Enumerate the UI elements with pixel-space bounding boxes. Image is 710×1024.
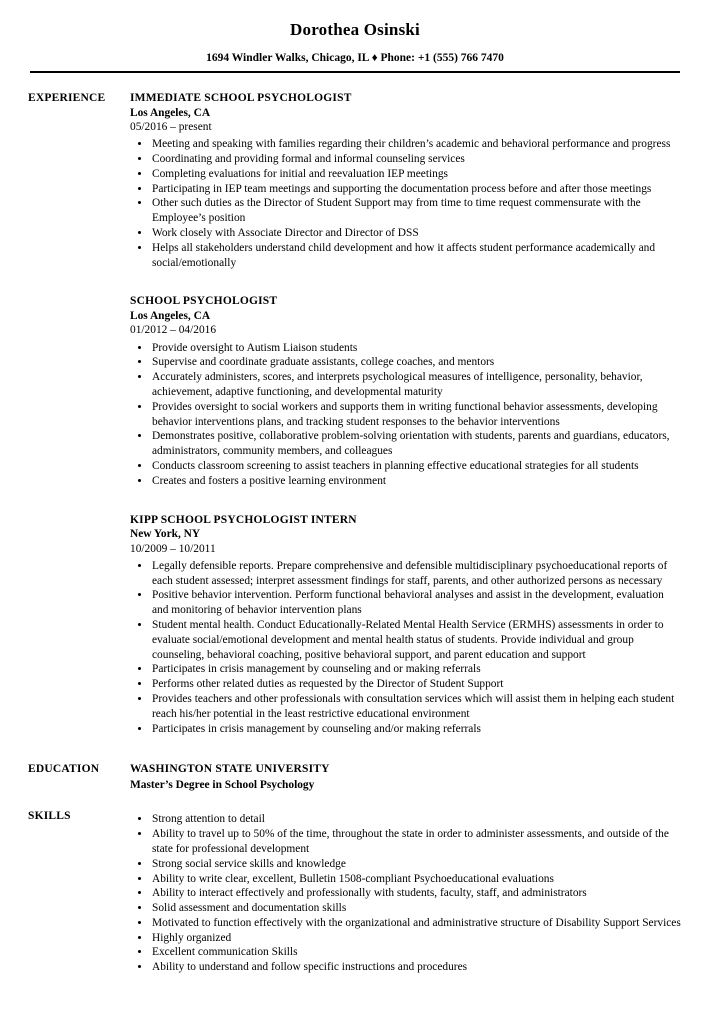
- job-location: New York, NY: [130, 528, 201, 541]
- skill-item: • Excellent communication Skills: [151, 945, 682, 960]
- job-location: Los Angeles, CA: [130, 106, 211, 119]
- job-bullet: • Work closely with Associate Director and Director of DSS: [151, 226, 682, 241]
- person-name: Dorothea Osinski: [290, 20, 420, 39]
- skill-item: • Solid assessment and documentation skills: [151, 901, 682, 916]
- skill-item: • Strong attention to detail: [151, 812, 682, 827]
- skill-item: • Ability to understand and follow specific instructions and procedures: [151, 960, 682, 975]
- job-bullet: • Meeting and speaking with families regarding their children’s academic and behavioral performance and progress: [151, 137, 682, 152]
- skills-list: [130, 812, 682, 975]
- job-entry: [130, 91, 682, 270]
- job-bullet: • Positive behavior intervention. Perform functional behavioral analyses and assist in the development, evaluation and monitoring of behavior intervention plans: [151, 588, 682, 618]
- job-bullet: • Conducts classroom screening to assist teachers in planning effective educational strategies for all students: [151, 459, 682, 474]
- job-entry: [130, 294, 682, 488]
- job-dates: 01/2012 – 04/2016: [130, 324, 217, 337]
- job-bullet: • Helps all stakeholders understand child development and how it affects student performance academically and social/emotionally: [151, 241, 682, 271]
- header-divider: [30, 71, 680, 73]
- job-title: SCHOOL PSYCHOLOGIST: [130, 295, 278, 308]
- job-bullet: • Supervise and coordinate graduate assistants, college coaches, and mentors: [151, 355, 682, 370]
- education-school: WASHINGTON STATE UNIVERSITY: [130, 763, 330, 776]
- skill-item: • Ability to interact effectively and professionally with students, faculty, staff, and administrators: [151, 886, 682, 901]
- education-degree: Master’s Degree in School Psychology: [130, 778, 315, 791]
- job-bullet: • Participating in IEP team meetings and supporting the documentation process before and after those meetings: [151, 182, 682, 197]
- job-bullet: • Provides teachers and other professionals with consultation services which will assist them in helping each student reach his/her potential in the least restrictive educational environment: [151, 692, 682, 722]
- job-bullet: • Coordinating and providing formal and informal counseling services: [151, 152, 682, 167]
- education-content: [130, 762, 682, 793]
- job-bullet: • Other such duties as the Director of Student Support may from time to time request commensurate with the Employee’s position: [151, 196, 682, 226]
- job-dates: 10/2009 – 10/2011: [130, 542, 216, 555]
- section-experience: [28, 91, 682, 736]
- job-location: Los Angeles, CA: [130, 310, 211, 323]
- section-skills: [28, 809, 682, 975]
- education-section-label: EDUCATION: [28, 763, 100, 776]
- job-bullet: • Creates and fosters a positive learning environment: [151, 474, 682, 489]
- skill-item: • Ability to write clear, excellent, Bulletin 1508-compliant Psychoeducational evaluations: [151, 872, 682, 887]
- job-bullet-list: [130, 137, 682, 270]
- job-bullet: • Demonstrates positive, collaborative problem-solving orientation with students, parents and guardians, educators, administrators, community members, and colleagues: [151, 429, 682, 459]
- experience-section-label: EXPERIENCE: [28, 92, 106, 104]
- job-bullet: • Performs other related duties as requested by the Director of Student Support: [151, 677, 682, 692]
- skills-content: [130, 809, 682, 975]
- skill-item: • Highly organized: [151, 931, 682, 946]
- job-bullet: • Completing evaluations for initial and reevaluation IEP meetings: [151, 167, 682, 182]
- experience-content: [130, 91, 682, 736]
- job-bullet: • Accurately administers, scores, and interprets psychological measures of intelligence, personality, behavior, achievement, adaptive functioning, and developmental maturity: [151, 370, 682, 400]
- resume-header: [28, 20, 682, 73]
- section-education: [28, 762, 682, 793]
- job-bullet-list: [130, 559, 682, 737]
- skill-item: • Motivated to function effectively with the organizational and administrative structure of Disability Support Services: [151, 916, 682, 931]
- job-bullet-list: [130, 341, 682, 489]
- job-title: IMMEDIATE SCHOOL PSYCHOLOGIST: [130, 92, 352, 104]
- job-bullet: • Legally defensible reports. Prepare comprehensive and defensible multidisciplinary psychoeducational reports of each student assessed; interpret assessment findings for staff, parents, and other authorized persons as necessary: [151, 559, 682, 589]
- job-dates: 05/2016 – present: [130, 121, 212, 133]
- skills-section-label: SKILLS: [28, 810, 71, 823]
- job-bullet: • Student mental health. Conduct Educationally-Related Mental Health Service (ERMHS) assessments in order to evaluate social/emotional development and mental health status of students. Provide individual and group counseling, behavioral coaching, positive behavioral support, and parent education and support: [151, 618, 682, 662]
- job-bullet: • Participates in crisis management by counseling and or making referrals: [151, 662, 682, 677]
- job-bullet: • Participates in crisis management by counseling and/or making referrals: [151, 722, 682, 737]
- skill-item: • Ability to travel up to 50% of the time, throughout the state in order to administer assessments, and outside of the state for professional development: [151, 827, 682, 857]
- job-bullet: • Provides oversight to social workers and supports them in writing functional behavior assessments, developing behavior interventions plans, and tracking student responses to the behavior interventions: [151, 400, 682, 430]
- contact-line: 1694 Windler Walks, Chicago, IL ♦ Phone: +1 (555) 766 7470: [206, 52, 504, 64]
- job-bullet: • Provide oversight to Autism Liaison students: [151, 341, 682, 356]
- skill-item: • Strong social service skills and knowledge: [151, 857, 682, 872]
- job-entry: [130, 513, 682, 737]
- job-title: KIPP SCHOOL PSYCHOLOGIST INTERN: [130, 513, 357, 526]
